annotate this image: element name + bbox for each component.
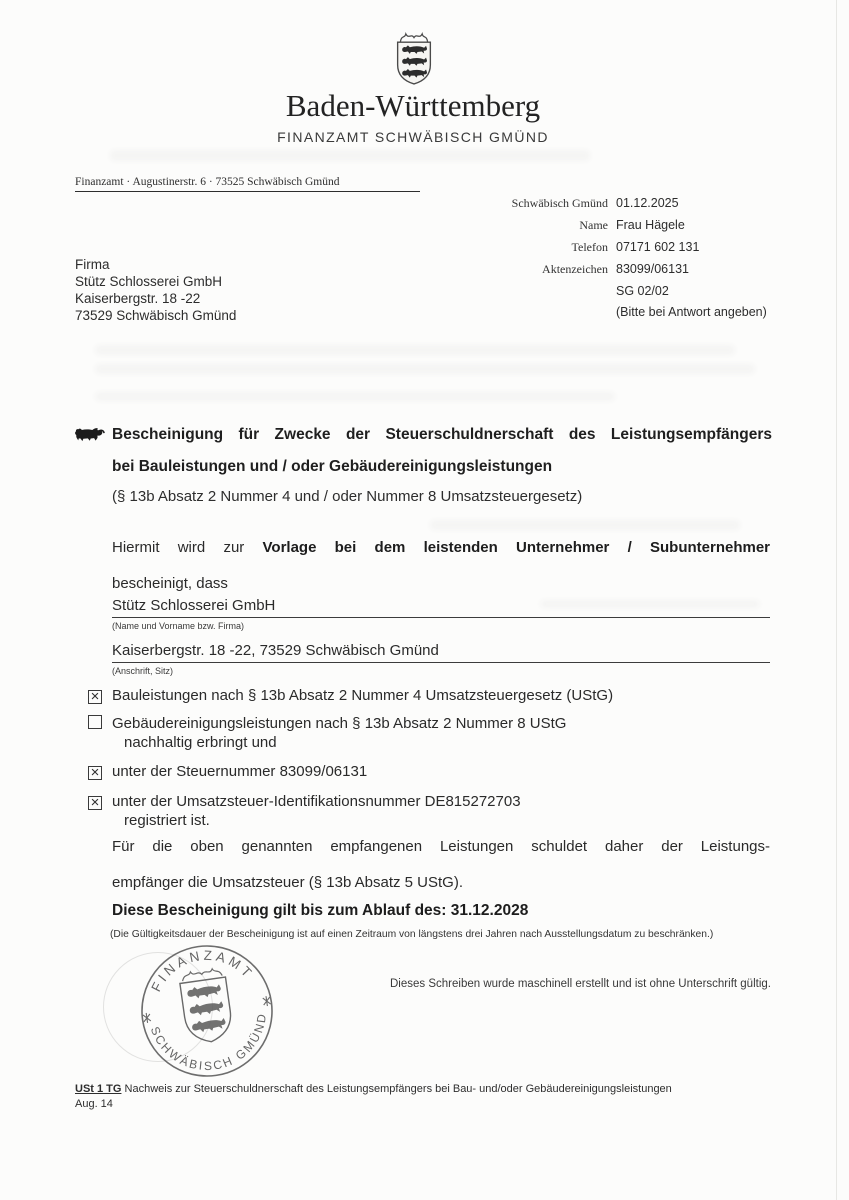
intro-line2: bescheinigt, dass	[112, 575, 228, 592]
info-row-aktenzeichen	[498, 262, 778, 277]
form-footer-line1	[75, 1082, 775, 1097]
recipient-address-block	[75, 256, 236, 324]
info-value-telefon: 07171 602 131	[616, 240, 700, 254]
checkbox-label: unter der Umsatzsteuer-Identifikationsnummer DE815272703	[112, 793, 521, 810]
scan-artifact	[110, 150, 590, 161]
office-name: FINANZAMT SCHWÄBISCH GMÜND	[277, 129, 549, 145]
recipient-line: Kaiserbergstr. 18 -22	[75, 291, 201, 306]
checkbox-icon	[88, 715, 102, 729]
stamp-star-left	[143, 1012, 151, 1023]
checkbox-label: Gebäudereinigungsleistungen nach § 13b Absatz 2 Nummer 8 UStG	[112, 715, 567, 732]
checkbox-label-line2: nachhaltig erbringt und	[124, 734, 277, 751]
info-value-sg: SG 02/02	[616, 284, 669, 298]
validity-statement: Diese Bescheinigung gilt bis zum Ablauf des: 31.12.2028	[112, 902, 529, 919]
recipient-line: 73529 Schwäbisch Gmünd	[75, 308, 237, 323]
info-label: Aktenzeichen	[542, 262, 608, 276]
official-seal	[122, 926, 291, 1095]
scan-edge-line	[836, 0, 837, 1200]
info-label	[498, 305, 616, 319]
form-code: USt 1 TG	[75, 1083, 122, 1095]
checkbox-label: unter der Steuernummer 83099/06131	[112, 763, 368, 780]
sender-address-line: Finanzamt · Augustinerstr. 6 · 73525 Schwäbisch Gmünd	[75, 176, 420, 192]
checkbox-icon: ×	[88, 796, 102, 810]
svg-text:SCHWÄBISCH GMÜND	[147, 1009, 276, 1081]
checkbox-icon: ×	[88, 690, 102, 704]
info-value-hint: (Bitte bei Antwort angeben)	[616, 305, 767, 319]
info-row-date	[498, 196, 778, 211]
info-row-hint	[498, 305, 778, 319]
subject-title-line1: Bescheinigung für Zwecke der Steuerschuldnerschaft des Leistungsempfängers	[112, 426, 772, 443]
stamp-top-text: FINANZAMT	[148, 947, 257, 995]
scan-artifact	[95, 392, 615, 401]
scan-artifact	[95, 345, 735, 355]
form-footer	[75, 1082, 775, 1112]
state-name: Baden-Württemberg	[285, 88, 541, 123]
info-value-aktenzeichen: 83099/06131	[616, 262, 689, 276]
machine-generated-note: Dieses Schreiben wurde maschinell erstellt und ist ohne Unterschrift gültig.	[390, 978, 771, 990]
info-label: Schwäbisch Gmünd	[511, 196, 608, 210]
intro-prefix: Hiermit wird zur	[112, 539, 263, 556]
subject-title-line2: bei Bauleistungen und / oder Gebäudereinigungsleistungen	[112, 458, 553, 475]
company-name-line: Stütz Schlosserei GmbH	[112, 597, 770, 618]
checkbox-row-ustid	[88, 793, 778, 829]
info-row-telefon	[498, 240, 778, 255]
info-value-name: Frau Hägele	[616, 218, 685, 232]
stamp-bottom-text: SCHWÄBISCH GMÜND	[147, 1011, 270, 1074]
checkbox-row-gebaeudereinigung	[88, 715, 778, 751]
company-name-caption: (Name und Vorname bzw. Firma)	[112, 621, 245, 631]
intro-bold: Vorlage bei dem leistenden Unternehmer / Subunternehmer	[262, 539, 770, 556]
coat-of-arms-icon	[394, 30, 434, 92]
company-address-caption: (Anschrift, Sitz)	[112, 666, 174, 676]
checkbox-row-steuernummer	[88, 763, 778, 780]
info-label: Telefon	[571, 240, 608, 254]
letter-info-block	[498, 196, 778, 326]
intro-line	[112, 539, 770, 556]
checkbox-label: Bauleistungen nach § 13b Absatz 2 Nummer 4 Umsatzsteuergesetz (UStG)	[112, 687, 614, 704]
checkbox-icon: ×	[88, 766, 102, 780]
stamp-star-right	[263, 996, 271, 1007]
closing-paragraph-line1: Für die oben genannten empfangenen Leistungen schuldet daher der Leistungs-	[112, 838, 770, 855]
checkbox-row-bauleistungen	[88, 687, 778, 704]
info-label	[498, 284, 616, 298]
subject-legal-reference: (§ 13b Absatz 2 Nummer 4 und / oder Nummer 8 Umsatzsteuergesetz)	[112, 488, 583, 505]
info-value-date: 01.12.2025	[616, 196, 679, 210]
scan-artifact	[95, 364, 755, 374]
recipient-line: Stütz Schlosserei GmbH	[75, 274, 223, 289]
company-address-line: Kaiserbergstr. 18 -22, 73529 Schwäbisch Gmünd	[112, 642, 770, 663]
recipient-line: Firma	[75, 257, 110, 272]
info-row-sg	[498, 284, 778, 298]
closing-paragraph-line2: empfänger die Umsatzsteuer (§ 13b Absatz 5 UStG).	[112, 874, 463, 891]
info-label: Name	[579, 218, 608, 232]
checkbox-label-line2: registriert ist.	[124, 812, 210, 829]
info-row-name	[498, 218, 778, 233]
scan-artifact	[430, 520, 740, 530]
svg-text:FINANZAMT	[144, 941, 258, 996]
staufer-lion-icon	[72, 426, 106, 450]
form-date: Aug. 14	[75, 1098, 113, 1110]
form-title: Nachweis zur Steuerschuldnerschaft des Leistungsempfängers bei Bau- und/oder Gebäudereinigungsleistungen	[121, 1083, 672, 1095]
validity-note: (Die Gültigkeitsdauer der Bescheinigung ist auf einen Zeitraum von längstens drei Jahren nach Ausstellungsdatum zu beschränken.)	[110, 929, 714, 940]
